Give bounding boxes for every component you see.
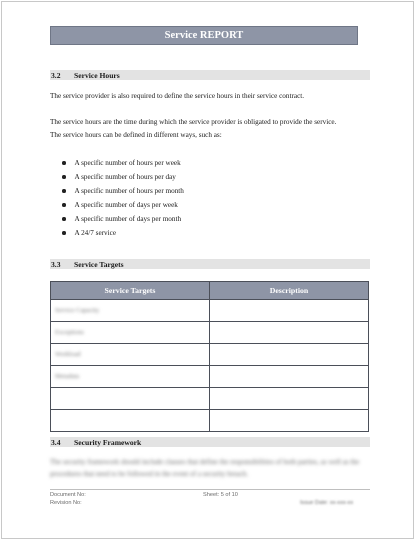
table-cell — [51, 322, 210, 344]
section-title: Service Targets — [74, 259, 124, 269]
section-heading-service-targets — [50, 259, 370, 269]
list-item — [62, 198, 184, 212]
section-title: Service Hours — [74, 70, 120, 80]
section-heading-service-hours — [50, 70, 370, 80]
bullet-icon — [62, 231, 66, 235]
table-row — [51, 300, 369, 322]
table-cell — [210, 300, 369, 322]
list-item — [62, 212, 184, 226]
section-number: 3.4 — [51, 437, 61, 447]
table-cell — [210, 410, 369, 432]
bullet-icon — [62, 217, 66, 221]
cell-text: Service Capacity — [55, 307, 100, 314]
table-cell — [51, 344, 210, 366]
list-item-text: A specific number of hours per month — [74, 187, 184, 195]
table-row — [51, 344, 369, 366]
paragraph-service-hours-definition — [50, 116, 372, 141]
list-item-text: A specific number of days per week — [74, 201, 178, 209]
section-title: Security Framework — [74, 437, 142, 447]
paragraph-line: The service hours are the time during which the service provider is obligated to provide the service. — [50, 118, 337, 126]
table-cell — [210, 322, 369, 344]
issue-date-text: Issue Date: xx-xxx-xx — [300, 500, 354, 506]
cell-text: Exceptions — [55, 329, 84, 336]
list-item-text: A specific number of hours per week — [74, 159, 181, 167]
report-title: Service REPORT — [164, 30, 244, 41]
table-row — [51, 410, 369, 432]
list-item — [62, 184, 184, 198]
list-item-text: A specific number of hours per day — [74, 173, 176, 181]
table-cell — [51, 300, 210, 322]
footer-sheet-number: Sheet: 5 of 10 — [203, 492, 238, 498]
report-title-bar — [50, 26, 358, 45]
list-item — [62, 156, 184, 170]
footer-divider — [50, 489, 370, 490]
table-row — [51, 322, 369, 344]
footer-revision-no: Revision No: — [50, 500, 82, 506]
footer-document-no: Document No: — [50, 492, 86, 498]
list-item — [62, 170, 184, 184]
paragraph-service-hours-intro: The service provider is also required to define the service hours in their service contract. — [50, 92, 305, 100]
column-header-service-targets: Service Targets — [51, 282, 210, 300]
section-number: 3.2 — [51, 70, 61, 80]
list-item-text: A specific number of days per month — [74, 215, 182, 223]
bullet-icon — [62, 175, 66, 179]
list-item — [62, 226, 184, 240]
cell-text: Workload — [55, 351, 81, 358]
service-hours-bullet-list — [62, 156, 184, 240]
table-cell — [210, 366, 369, 388]
table-cell — [210, 388, 369, 410]
bullet-icon — [62, 161, 66, 165]
cell-text: Metadata — [55, 373, 80, 380]
bullet-icon — [62, 189, 66, 193]
table-row — [51, 388, 369, 410]
table-cell — [51, 410, 210, 432]
table-cell — [51, 366, 210, 388]
table-cell — [51, 388, 210, 410]
list-item-text: A 24/7 service — [74, 229, 117, 237]
table-row — [51, 366, 369, 388]
table-cell — [210, 344, 369, 366]
footer-issue-date — [300, 500, 353, 506]
column-header-description: Description — [210, 282, 369, 300]
bullet-icon — [62, 203, 66, 207]
paragraph-security-framework: The security framework should include clauses that define the responsibilities of both parties, as well as the procedures that need to be followed in the event of a security breach. — [50, 458, 360, 478]
paragraph-line: The service hours can be defined in different ways, such as: — [50, 130, 222, 139]
section-number: 3.3 — [51, 259, 61, 269]
table-header-row — [51, 282, 369, 300]
service-targets-table — [50, 281, 369, 432]
section-heading-security-framework — [50, 437, 370, 447]
